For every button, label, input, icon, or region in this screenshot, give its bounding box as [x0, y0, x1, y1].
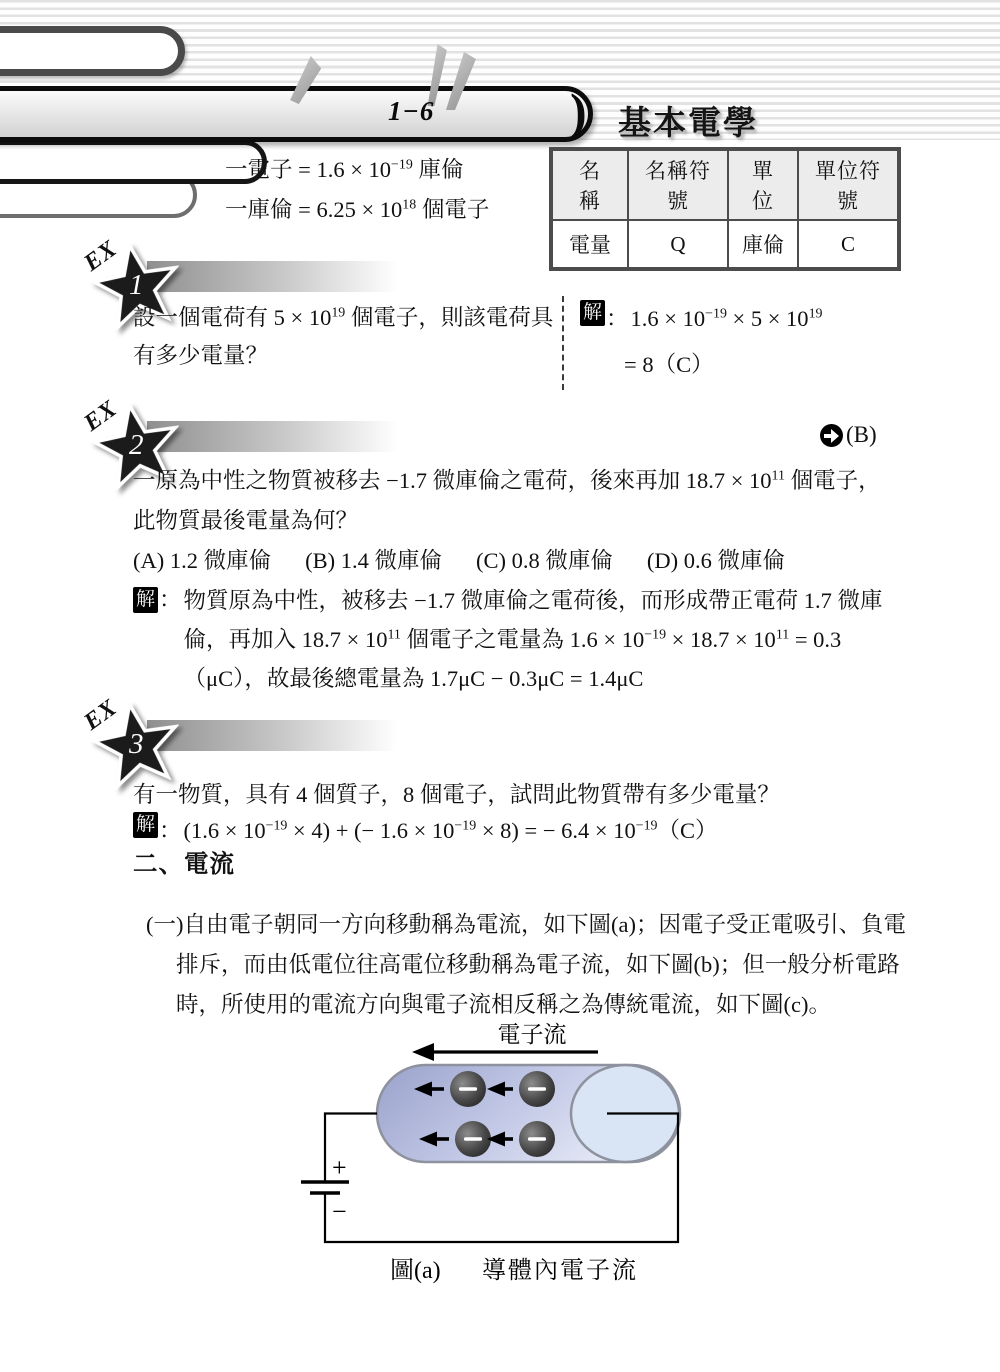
- cell-symbol: Q: [628, 220, 728, 269]
- example-number: 3: [129, 728, 144, 760]
- option-c: (C) 0.8 微庫倫: [475, 548, 613, 573]
- battery-plus-label: +: [332, 1153, 347, 1182]
- answer-arrow-icon: [820, 424, 843, 447]
- ex-label: EX: [79, 694, 123, 736]
- conductor-circuit-diagram: [250, 1022, 810, 1290]
- cell-name: 電量: [551, 220, 628, 269]
- binder-capsule-decoration: [0, 26, 185, 76]
- example-number: 1: [129, 269, 144, 301]
- badge-gradient-bar: [147, 720, 397, 751]
- option-b: (B) 1.4 微庫倫: [305, 548, 442, 573]
- cell-unit: 庫倫: [728, 220, 798, 269]
- solve-colon: ：: [159, 587, 182, 612]
- table-header-row: [551, 149, 899, 220]
- ex2-question: 一原為中性之物質被移去 −1.7 微庫倫之電荷，後來再加 $18.7 \times 10^{11}$ 個電子，此物質最後電量為何？: [133, 468, 881, 533]
- charge-unit-table: [549, 147, 901, 271]
- table-row: [551, 220, 899, 269]
- figure-caption: 導體內電子流: [482, 1258, 638, 1284]
- badge-gradient-bar: [147, 421, 397, 452]
- flow-arrowhead-icon: [412, 1043, 434, 1061]
- coulomb-formula: 一庫倫 = $6.25 \times 10^{18}$ 個電子: [225, 197, 490, 222]
- electron-flow-figure: [250, 1022, 810, 1290]
- answer-badge: [820, 422, 877, 448]
- option-d: (D) 0.6 微庫倫: [646, 548, 785, 573]
- page-number: 1−6: [388, 96, 435, 126]
- answer-letter: (B): [846, 422, 877, 447]
- list-marker: (一): [146, 911, 184, 937]
- ex2-solution-text: 物質原為中性，被移去 −1.7 微庫倫之電荷後，而形成帶正電荷 1.7 微庫倫，再加入 $18.7 \times 10^{11}$ 個電子之電量為 $1.6 \times 10^{-19} \times 18.7 \times 10^{11} = 0.3(\mu C)$，故最後總電量為 1.7μC − 0.3μC = 1.4μC: [183, 588, 883, 691]
- ex-label: EX: [79, 395, 123, 437]
- ex1-solution-expression: $1.6 \times 10^{-19} \times 5 \times 10^{19}$: [630, 306, 823, 331]
- electron-charge-formula: 一電子 = $1.6 \times 10^{-19}$ 庫倫: [225, 157, 464, 182]
- ex1-solution: [580, 300, 980, 384]
- header-bracket: ): [570, 83, 587, 139]
- ex3-solution: [133, 812, 953, 850]
- intro-formulas: [225, 150, 489, 230]
- ex3-solution-text: $(1.6 \times 10^{-19} \times 4)$ + (− $1.6 \times 10^{-19} \times 8$) = − $6.4 \times 10^{-19}(C)$: [183, 818, 718, 843]
- figure-caption-prefix: 圖(a): [390, 1258, 441, 1284]
- col-header-name: 名 稱: [551, 149, 628, 220]
- badge-gradient-bar: [147, 261, 397, 292]
- cell-unit-symbol: C: [798, 220, 899, 269]
- electron-flow-label: 電子流: [497, 1022, 567, 1047]
- solve-badge: 解: [580, 300, 605, 326]
- option-a: (A) 1.2 微庫倫: [133, 548, 272, 573]
- ex3-question: 有一物質，具有 4 個質子，8 個電子，試問此物質帶有多少電量？: [133, 782, 780, 807]
- section-paragraph: [146, 905, 920, 1025]
- solve-badge: 解: [133, 812, 158, 838]
- col-header-symbol: 名稱符號: [628, 149, 728, 220]
- ex1-solution-result: = 8（C）: [624, 352, 714, 377]
- col-header-unit-symbol: 單位符號: [798, 149, 899, 220]
- ex1-question: 設一個電荷有 $5 \times 10^{19}$ 個電子，則該電荷具有多少電量？: [133, 305, 554, 368]
- solve-badge: 解: [133, 587, 158, 613]
- paragraph-text: 自由電子朝同一方向移動稱為電流，如下圖(a)；因電子受正電吸引、負電排斥，而由低電位往高電位移動稱為電子流，如下圖(b)；但一般分析電路時，所使用的電流方向與電子流相反稱之為傳統電流，如下圖(c)。: [176, 911, 906, 1017]
- page-title: 基本電學: [618, 106, 758, 142]
- ex2-options: [133, 543, 933, 575]
- col-header-unit: 單 位: [728, 149, 798, 220]
- battery-minus-label: −: [332, 1197, 347, 1226]
- ex-label: EX: [79, 235, 123, 277]
- solution-line: [580, 300, 980, 338]
- question-solution-divider: [562, 296, 564, 390]
- solve-colon: ：: [606, 306, 629, 331]
- solve-colon: ：: [159, 818, 182, 843]
- section-heading: 二、電流: [133, 851, 235, 878]
- example-number: 2: [129, 429, 144, 461]
- ex2-solution: [133, 581, 915, 698]
